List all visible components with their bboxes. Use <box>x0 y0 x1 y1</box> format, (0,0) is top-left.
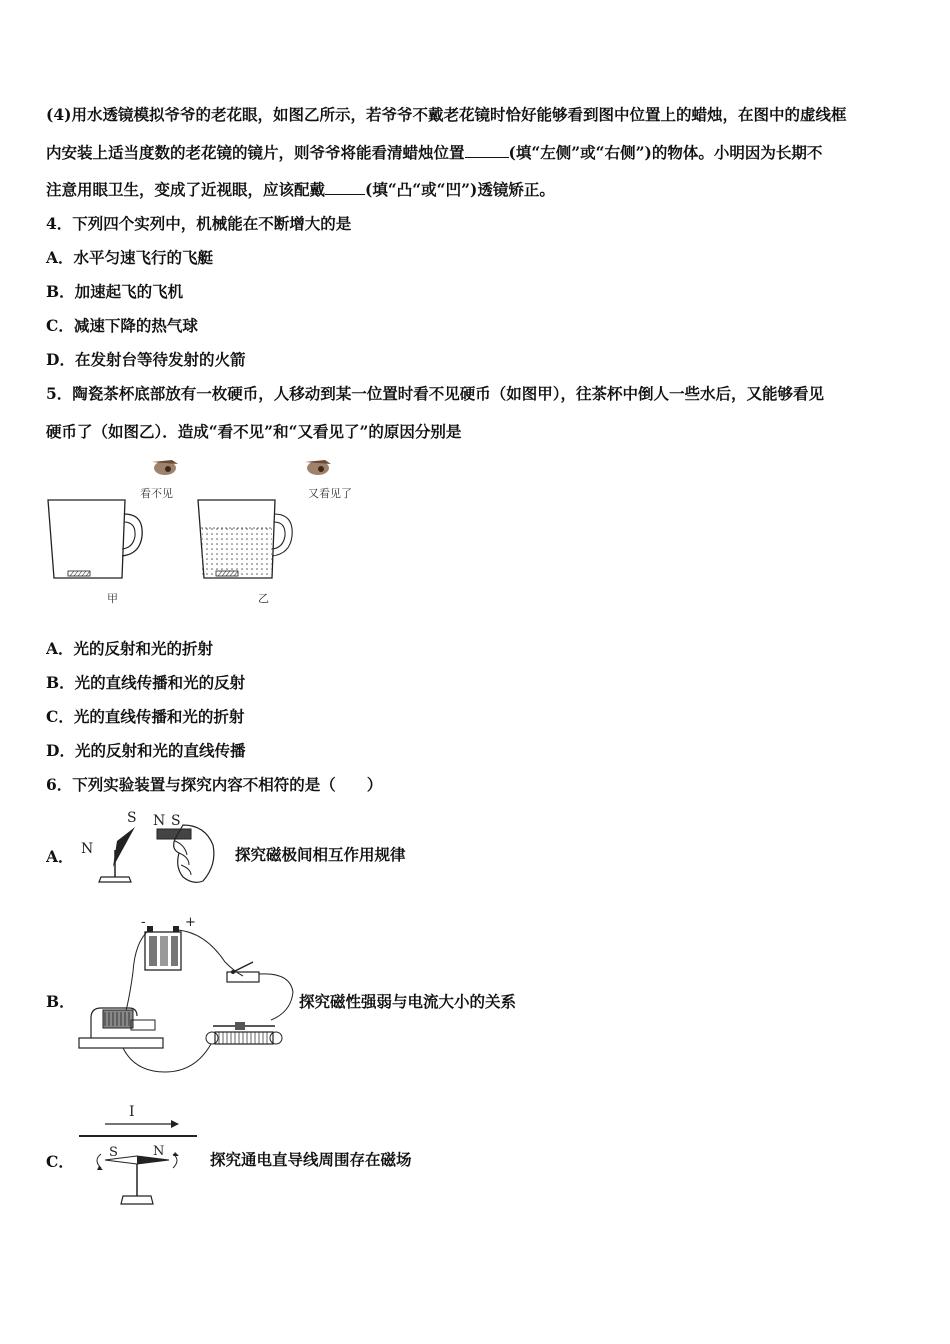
bar-magnet-n-label: N <box>153 813 166 829</box>
label-cannot-see: 看不见 <box>140 487 173 500</box>
q5-option-d[interactable]: D．光的反射和光的直线传播 <box>46 741 246 760</box>
eye-icon-right <box>305 460 331 475</box>
answer-blank-1[interactable] <box>465 143 509 158</box>
electromagnet-circuit-figure <box>75 912 300 1082</box>
q5-option-c[interactable]: C．光的直线传播和光的折射 <box>46 707 245 726</box>
q6-stem: 6．下列实验装置与探究内容不相符的是（ ） <box>46 775 383 794</box>
eye-icon-left <box>152 460 178 475</box>
q6-option-a-letter[interactable]: A． <box>46 847 74 866</box>
q4-option-c[interactable]: C．减速下降的热气球 <box>46 316 198 335</box>
q6-option-c-letter[interactable]: C． <box>46 1152 74 1171</box>
q5-stem-line1: 5．陶瓷茶杯底部放有一枚硬币，人移动到某一位置时看不见硬币（如图甲），往茶杯中倒人一些水后，又能够看见 <box>46 384 825 403</box>
cup-left-handle <box>122 514 142 556</box>
switch-icon <box>227 962 259 982</box>
q4-stem: 4．下列四个实列中，机械能在不断增大的是 <box>46 214 352 233</box>
q5-cup-figure <box>40 452 370 612</box>
q4-option-b[interactable]: B．加速起飞的飞机 <box>46 282 184 301</box>
rheostat-icon <box>206 1022 282 1044</box>
needle-n-label: N <box>81 841 94 857</box>
water-dots <box>201 528 273 576</box>
label-can-see-again: 又看见了 <box>308 487 352 500</box>
straight-wire-figure <box>75 1100 205 1210</box>
q3-part4-line3 <box>46 178 555 200</box>
bar-magnet-s-label: S <box>171 813 181 829</box>
q5-option-a[interactable]: A．光的反射和光的折射 <box>46 639 214 658</box>
q3-part4-line2 <box>46 141 822 163</box>
electromagnet-icon <box>79 1008 163 1048</box>
cup-left <box>48 500 125 578</box>
q3-part4-line2-a: 内安装上适当度数的老花镜的镜片，则爷爷将能看清蜡烛位置 <box>46 143 465 162</box>
answer-blank-2[interactable] <box>325 180 365 195</box>
q6-option-b-letter[interactable]: B． <box>46 992 75 1011</box>
needle-stand <box>99 877 131 882</box>
hand-holding-magnet-icon <box>157 825 214 882</box>
magnet-needle-figure <box>75 805 225 890</box>
caption-jia: 甲 <box>107 592 118 605</box>
caption-yi: 乙 <box>258 592 269 605</box>
compass-s-label: S <box>109 1145 118 1160</box>
q3-part4-line3-a: 注意用眼卫生，变成了近视眼，应该配戴 <box>46 180 326 199</box>
battery-icon <box>145 926 181 970</box>
q4-option-a[interactable]: A．水平匀速飞行的飞艇 <box>46 248 214 267</box>
q3-part4-line1: (4)用水透镜模拟爷爷的老花眼，如图乙所示，若爷爷不戴老花镜时恰好能够看到图中位置上的蜡烛，在图中的虚线框 <box>46 105 847 124</box>
cup-right-handle <box>272 514 292 556</box>
compass-needle <box>113 827 135 867</box>
q6-option-a-desc: 探究磁极间相互作用规律 <box>235 845 406 864</box>
battery-minus-label: - <box>141 915 146 930</box>
compass-stand <box>121 1196 153 1204</box>
q6-option-b-desc: 探究磁性强弱与电流大小的关系 <box>299 992 517 1011</box>
compass-n-label: N <box>153 1144 165 1159</box>
q3-part4-line3-b: (填“凸“或“凹”)透镜矫正。 <box>365 180 555 199</box>
battery-plus-label: + <box>185 915 196 930</box>
q6-option-c-desc: 探究通电直导线周围存在磁场 <box>210 1150 412 1169</box>
q3-part4-line2-b: (填“左侧”或“右侧”)的物体。小明因为长期不 <box>508 143 823 162</box>
q5-option-b[interactable]: B．光的直线传播和光的反射 <box>46 673 246 692</box>
current-i-label: I <box>129 1104 135 1120</box>
needle-s-label: S <box>127 810 137 826</box>
q4-option-d[interactable]: D．在发射台等待发射的火箭 <box>46 350 246 369</box>
q5-stem-line2: 硬币了（如图乙）．造成“看不见”和“又看见了”的原因分别是 <box>46 422 462 441</box>
